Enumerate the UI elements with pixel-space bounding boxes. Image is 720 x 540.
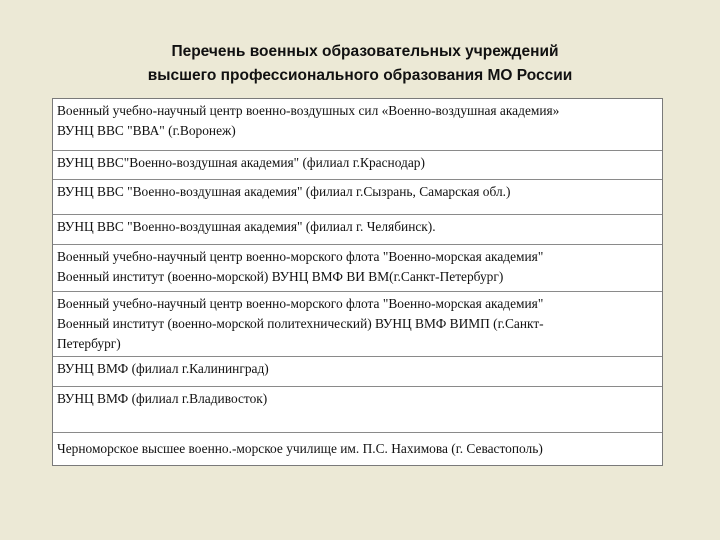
row-text-line: ВУНЦ ВВС "Военно-воздушная академия" (филиал г. Челябинск). <box>57 219 436 234</box>
row-text-line: Военный учебно-научный центр военно-воздушных сил «Военно-воздушная академия» <box>57 103 560 118</box>
title-line-2: высшего профессионального образования МО России <box>147 67 573 84</box>
row-text-line: ВУНЦ ВВС "ВВА" (г.Воронеж) <box>57 123 236 138</box>
title-line-1: Перечень военных образовательных учреждений <box>171 43 559 60</box>
row-text-line: Военный институт (военно-морской) ВУНЦ ВМФ ВИ ВМ(г.Санкт-Петербург) <box>57 269 504 284</box>
row-text-line: Черноморское высшее военно.-морское училище им. П.С. Нахимова (г. Севастополь) <box>57 441 543 456</box>
table-row <box>53 150 662 179</box>
table-row <box>53 244 662 291</box>
table-row <box>53 179 662 214</box>
row-text-line: ВУНЦ ВМФ (филиал г.Калининград) <box>57 361 269 376</box>
row-text-line: ВУНЦ ВМФ (филиал г.Владивосток) <box>57 391 268 406</box>
row-text-line: Военный учебно-научный центр военно-морского флота "Военно-морская академия" <box>57 249 544 264</box>
row-text-line: ВУНЦ ВВС"Военно-воздушная академия" (филиал г.Краснодар) <box>57 155 425 170</box>
table-row <box>53 432 662 465</box>
row-text-line: Петербург) <box>57 336 121 351</box>
row-text-line: ВУНЦ ВВС "Военно-воздушная академия" (филиал г.Сызрань, Самарская обл.) <box>57 184 511 199</box>
page-title <box>0 40 720 88</box>
row-text-line: Военный институт (военно-морской политехнический) ВУНЦ ВМФ ВИМП (г.Санкт- <box>57 316 544 331</box>
table-row <box>53 291 662 356</box>
institutions-table <box>52 98 663 466</box>
table-row <box>53 99 662 150</box>
table-row <box>53 356 662 386</box>
table-row <box>53 214 662 244</box>
row-text-line: Военный учебно-научный центр военно-морского флота "Военно-морская академия" <box>57 296 544 311</box>
table-row <box>53 386 662 432</box>
